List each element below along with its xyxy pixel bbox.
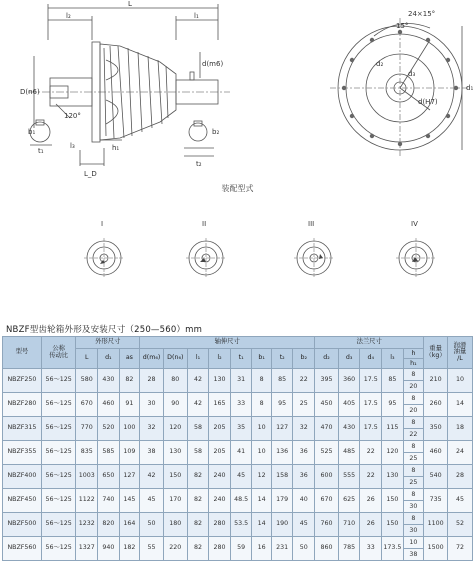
cell-d2: 470	[315, 417, 339, 441]
dim-l1: l₁	[194, 12, 199, 20]
table-row	[3, 465, 473, 489]
view-label-2: II	[202, 220, 207, 228]
dim-d1: d₁	[466, 84, 474, 92]
header-d3: d₃	[338, 349, 360, 369]
header-t1: t₁	[230, 349, 252, 369]
cell-d1: 460	[98, 393, 120, 417]
cell-weight: 260	[424, 393, 448, 417]
cell-dm6: 38	[140, 441, 164, 465]
table-row	[3, 441, 473, 465]
cell-l1: 82	[187, 489, 209, 513]
cell-l3: 95	[382, 393, 404, 417]
cell-t2: 158	[271, 465, 293, 489]
cell-Dn6: 80	[163, 369, 187, 393]
cell-dm6: 32	[140, 417, 164, 441]
cell-oil: 52	[447, 513, 472, 537]
cell-model: NBZF500	[3, 513, 42, 537]
cell-d1: 820	[98, 513, 120, 537]
cell-l1: 82	[187, 465, 209, 489]
cell-b1: 10	[252, 441, 271, 465]
cell-oil: 28	[447, 465, 472, 489]
cell-dm6: 50	[140, 513, 164, 537]
view-label-4: IV	[411, 220, 418, 228]
cell-d1: 650	[98, 465, 120, 489]
spec-table	[2, 336, 473, 561]
cell-t1: 41	[230, 441, 252, 465]
cell-d2: 760	[315, 513, 339, 537]
cell-ratio: 56～125	[41, 537, 76, 561]
cell-as: 100	[119, 417, 140, 441]
cell-weight: 350	[424, 417, 448, 441]
cell-dH: 33	[360, 537, 382, 561]
cell-dm6: 42	[140, 465, 164, 489]
cell-b1: 8	[252, 369, 271, 393]
cell-b1: 10	[252, 417, 271, 441]
cell-h: 8 25	[403, 465, 424, 489]
cell-l2: 240	[209, 465, 231, 489]
cell-d1: 940	[98, 537, 120, 561]
cell-oil: 14	[447, 393, 472, 417]
table-row	[3, 537, 473, 561]
cell-L: 835	[76, 441, 98, 465]
table-row	[3, 417, 473, 441]
header-b2: b₂	[293, 349, 315, 369]
cell-b2: 22	[293, 369, 315, 393]
cell-l3: 173.5	[382, 537, 404, 561]
cell-as: 164	[119, 513, 140, 537]
header-weight: 重量 （kg）	[424, 337, 448, 369]
header-d1: d₁	[98, 349, 120, 369]
dim-l3: l₃	[70, 142, 75, 150]
cell-dm6: 55	[140, 537, 164, 561]
header-outline: 外形尺寸	[76, 337, 140, 349]
cell-h: 8 30	[403, 513, 424, 537]
header-flange: 法兰尺寸	[315, 337, 424, 349]
dim-LD: L_D	[84, 170, 97, 178]
cell-l1: 58	[187, 441, 209, 465]
cell-as: 91	[119, 393, 140, 417]
cell-ratio: 56～125	[41, 465, 76, 489]
header-dm6: d(m₆)	[140, 349, 164, 369]
cell-as: 82	[119, 369, 140, 393]
cell-model: NBZF560	[3, 537, 42, 561]
cell-t1: 45	[230, 465, 252, 489]
cell-h: 8 20	[403, 369, 424, 393]
cell-L: 1232	[76, 513, 98, 537]
dim-15: 15°	[396, 22, 409, 30]
dim-dH7: d(H7)	[418, 98, 438, 106]
cell-l1: 82	[187, 537, 209, 561]
cell-h: 8 25	[403, 441, 424, 465]
cell-d1: 520	[98, 417, 120, 441]
cell-d1: 585	[98, 441, 120, 465]
cell-b2: 40	[293, 489, 315, 513]
cell-dH: 26	[360, 513, 382, 537]
cell-l3: 120	[382, 441, 404, 465]
cell-l3: 115	[382, 417, 404, 441]
dim-t2: t₂	[196, 160, 202, 168]
header-h: h h₁	[403, 349, 424, 369]
cell-t2: 95	[271, 393, 293, 417]
cell-l3: 150	[382, 489, 404, 513]
cell-d2: 860	[315, 537, 339, 561]
cell-L: 1003	[76, 465, 98, 489]
cell-l2: 240	[209, 489, 231, 513]
cell-Dn6: 170	[163, 489, 187, 513]
header-l1: l₁	[187, 349, 209, 369]
table-row	[3, 489, 473, 513]
cell-b1: 8	[252, 393, 271, 417]
cell-d1: 740	[98, 489, 120, 513]
cell-d2: 600	[315, 465, 339, 489]
cell-t1: 53.5	[230, 513, 252, 537]
cell-l3: 150	[382, 513, 404, 537]
dim-D: D(n6)	[20, 88, 40, 96]
header-t2: t₂	[271, 349, 293, 369]
cell-d3: 360	[338, 369, 360, 393]
cell-dm6: 45	[140, 489, 164, 513]
cell-Dn6: 150	[163, 465, 187, 489]
cell-l3: 85	[382, 369, 404, 393]
cell-ratio: 56～125	[41, 441, 76, 465]
cell-oil: 24	[447, 441, 472, 465]
header-shaft: 轴伸尺寸	[140, 337, 315, 349]
dim-d3: d₃	[408, 70, 416, 78]
cell-b2: 36	[293, 441, 315, 465]
header-dH: d₄	[360, 349, 382, 369]
cell-t2: 136	[271, 441, 293, 465]
cell-b2: 25	[293, 393, 315, 417]
cell-dH: 22	[360, 465, 382, 489]
dim-t1: t₁	[38, 147, 44, 155]
header-L: L	[76, 349, 98, 369]
cell-L: 580	[76, 369, 98, 393]
cell-oil: 18	[447, 417, 472, 441]
cell-t1: 35	[230, 417, 252, 441]
assembly-caption: 装配型式	[221, 184, 254, 193]
dim-b2: b₂	[212, 128, 220, 136]
cell-b1: 12	[252, 465, 271, 489]
table-row	[3, 393, 473, 417]
dim-h1: h₁	[112, 144, 120, 152]
cell-dm6: 28	[140, 369, 164, 393]
cell-Dn6: 90	[163, 393, 187, 417]
header-model: 型号	[3, 337, 42, 369]
cell-l2: 205	[209, 417, 231, 441]
cell-d3: 405	[338, 393, 360, 417]
cell-Dn6: 120	[163, 417, 187, 441]
cell-d3: 625	[338, 489, 360, 513]
cell-d2: 525	[315, 441, 339, 465]
cell-t1: 48.5	[230, 489, 252, 513]
cell-model: NBZF250	[3, 369, 42, 393]
cell-l2: 165	[209, 393, 231, 417]
header-ratio: 公称 传动比	[41, 337, 76, 369]
cell-d3: 485	[338, 441, 360, 465]
cell-as: 127	[119, 465, 140, 489]
cell-weight: 460	[424, 441, 448, 465]
header-l2: l₂	[209, 349, 231, 369]
dim-d: d(m6)	[202, 60, 224, 68]
cell-dH: 17.5	[360, 393, 382, 417]
cell-t1: 31	[230, 369, 252, 393]
cell-ratio: 56～125	[41, 393, 76, 417]
cell-h: 8 20	[403, 393, 424, 417]
dim-bolt: 24×15°	[408, 10, 436, 18]
cell-t2: 190	[271, 513, 293, 537]
cell-d3: 710	[338, 513, 360, 537]
cell-model: NBZF355	[3, 441, 42, 465]
cell-b2: 50	[293, 537, 315, 561]
cell-t1: 33	[230, 393, 252, 417]
header-b1: b₁	[252, 349, 271, 369]
cell-weight: 1100	[424, 513, 448, 537]
cell-L: 1327	[76, 537, 98, 561]
cell-Dn6: 130	[163, 441, 187, 465]
cell-b2: 36	[293, 465, 315, 489]
table-row	[3, 513, 473, 537]
cell-l3: 130	[382, 465, 404, 489]
cell-d3: 430	[338, 417, 360, 441]
cell-d2: 670	[315, 489, 339, 513]
cell-Dn6: 220	[163, 537, 187, 561]
cell-h: 8 22	[403, 417, 424, 441]
cell-dH: 17.5	[360, 369, 382, 393]
cell-ratio: 56～125	[41, 369, 76, 393]
cell-oil: 45	[447, 489, 472, 513]
cell-weight: 210	[424, 369, 448, 393]
cell-l1: 82	[187, 513, 209, 537]
dim-120: 120°	[64, 112, 81, 120]
cell-h: 8 30	[403, 489, 424, 513]
dim-L: L	[128, 0, 132, 8]
cell-b1: 16	[252, 537, 271, 561]
cell-t1: 59	[230, 537, 252, 561]
cell-b2: 45	[293, 513, 315, 537]
cell-model: NBZF450	[3, 489, 42, 513]
header-oil: 润滑 油量 /L	[447, 337, 472, 369]
cell-ratio: 56～125	[41, 417, 76, 441]
cell-model: NBZF400	[3, 465, 42, 489]
cell-b2: 32	[293, 417, 315, 441]
cell-b1: 14	[252, 489, 271, 513]
cell-d2: 395	[315, 369, 339, 393]
cell-as: 182	[119, 537, 140, 561]
cell-dH: 26	[360, 489, 382, 513]
cell-t2: 127	[271, 417, 293, 441]
cell-d3: 555	[338, 465, 360, 489]
cell-L: 1122	[76, 489, 98, 513]
cell-l2: 205	[209, 441, 231, 465]
dim-d2: d₂	[376, 60, 384, 68]
cell-L: 670	[76, 393, 98, 417]
cell-Dn6: 180	[163, 513, 187, 537]
cell-b1: 14	[252, 513, 271, 537]
header-d2: d₂	[315, 349, 339, 369]
cell-model: NBZF315	[3, 417, 42, 441]
cell-l1: 58	[187, 417, 209, 441]
cell-l1: 42	[187, 369, 209, 393]
cell-d1: 430	[98, 369, 120, 393]
cell-weight: 540	[424, 465, 448, 489]
cell-L: 770	[76, 417, 98, 441]
table-title: NBZF型齿轮箱外形及安装尺寸（250—560）mm	[6, 325, 203, 335]
header-as: as	[119, 349, 140, 369]
cell-weight: 735	[424, 489, 448, 513]
cell-t2: 231	[271, 537, 293, 561]
cell-weight: 1500	[424, 537, 448, 561]
cell-dH: 17.5	[360, 417, 382, 441]
cell-d3: 785	[338, 537, 360, 561]
cell-h: 10 38	[403, 537, 424, 561]
dim-b1: b₁	[28, 128, 36, 136]
cell-model: NBZF280	[3, 393, 42, 417]
cell-oil: 10	[447, 369, 472, 393]
cell-l1: 42	[187, 393, 209, 417]
cell-t2: 85	[271, 369, 293, 393]
cell-ratio: 56～125	[41, 489, 76, 513]
dim-l2: l₂	[66, 12, 71, 20]
cell-l2: 280	[209, 537, 231, 561]
cell-dH: 22	[360, 441, 382, 465]
cell-dm6: 30	[140, 393, 164, 417]
header-l3: l₃	[382, 349, 404, 369]
header-Dn6: D(n₆)	[163, 349, 187, 369]
cell-as: 145	[119, 489, 140, 513]
cell-as: 109	[119, 441, 140, 465]
cell-t2: 179	[271, 489, 293, 513]
cell-d2: 450	[315, 393, 339, 417]
view-label-1: I	[101, 220, 104, 228]
cell-l2: 130	[209, 369, 231, 393]
view-label-3: III	[308, 220, 315, 228]
cell-oil: 72	[447, 537, 472, 561]
table-row	[3, 369, 473, 393]
cell-l2: 280	[209, 513, 231, 537]
cell-ratio: 56～125	[41, 513, 76, 537]
